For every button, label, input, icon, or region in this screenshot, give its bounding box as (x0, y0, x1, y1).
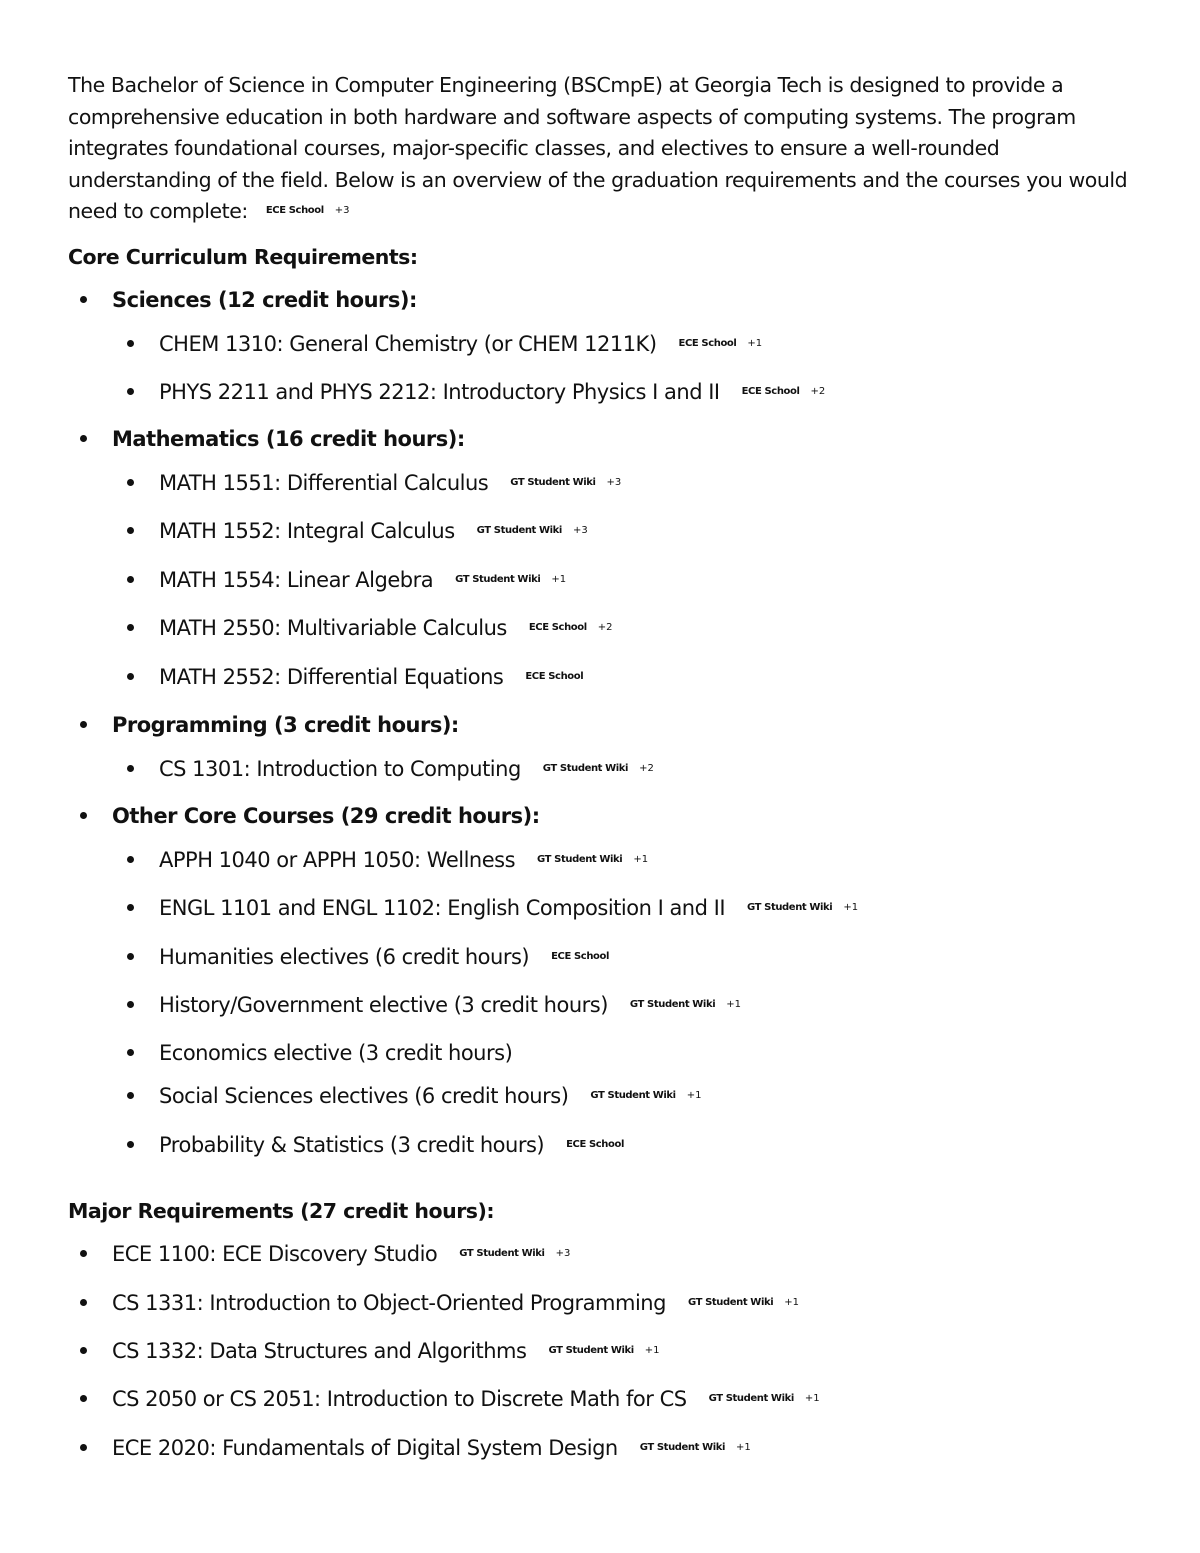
list-item (127, 468, 621, 499)
more-sources[interactable]: +1 (736, 1442, 751, 1453)
course-text: CS 1301: Introduction to Computing (159, 757, 521, 781)
more-sources[interactable]: +3 (572, 525, 588, 536)
course-text: CS 1331: Introduction to Object-Oriented Programming (112, 1291, 666, 1315)
more-sources[interactable]: +1 (726, 999, 741, 1010)
more-sources[interactable]: +2 (810, 386, 826, 397)
course-text: MATH 1552: Integral Calculus (159, 519, 455, 543)
course-text: CS 1332: Data Structures and Algorithms (112, 1339, 527, 1363)
course-text: MATH 1554: Linear Algebra (159, 568, 434, 592)
source-chip[interactable]: ECE School (678, 338, 737, 349)
list-item (127, 1081, 701, 1112)
bullet (127, 527, 134, 534)
bullet (127, 388, 134, 395)
bullet (127, 479, 134, 486)
source-chip[interactable]: GT Student Wiki (510, 477, 596, 488)
course-text: Economics elective (3 credit hours) (159, 1041, 513, 1065)
bullet (127, 765, 134, 772)
more-sources[interactable]: +2 (639, 763, 654, 774)
source-chip[interactable]: GT Student Wiki (476, 525, 562, 536)
list-item (127, 893, 858, 924)
bullet (80, 1395, 87, 1402)
bullet (80, 435, 87, 442)
source-chip[interactable]: GT Student Wiki (459, 1248, 545, 1259)
source-chip[interactable]: GT Student Wiki (687, 1297, 774, 1308)
list-item (127, 516, 588, 547)
more-sources[interactable]: +1 (633, 854, 649, 865)
more-sources[interactable]: +3 (334, 205, 350, 217)
source-chip[interactable]: GT Student Wiki (537, 854, 623, 865)
bullet (127, 856, 134, 863)
more-sources[interactable]: +3 (555, 1248, 571, 1259)
source-chip[interactable]: ECE School (265, 205, 324, 217)
more-sources[interactable]: +1 (551, 574, 567, 585)
list-item (127, 662, 583, 693)
list-item (127, 1038, 512, 1068)
bullet (80, 812, 87, 819)
category-label: Mathematics (16 credit hours): (112, 427, 465, 451)
bullet (80, 1250, 87, 1257)
list-item (127, 942, 609, 973)
category-label: Other Core Courses (29 credit hours): (112, 804, 540, 828)
course-text: CS 2050 or CS 2051: Introduction to Discrete Math for CS (112, 1387, 687, 1411)
list-item (127, 754, 654, 785)
more-sources[interactable]: +1 (747, 338, 763, 349)
source-chip[interactable]: ECE School (525, 671, 584, 682)
more-sources[interactable]: +1 (644, 1345, 660, 1356)
source-chip[interactable]: ECE School (528, 622, 587, 633)
list-item (80, 1384, 820, 1415)
source-chip[interactable]: ECE School (551, 951, 610, 962)
more-sources[interactable]: +2 (597, 622, 613, 633)
source-chip[interactable]: GT Student Wiki (629, 999, 716, 1010)
course-text: History/Government elective (3 credit hours) (159, 993, 608, 1017)
intro-text: The Bachelor of Science in Computer Engineering (BSCmpE) at Georgia Tech is designed to provide a comprehensive education in both hardware and software aspects of computing systems. The program integrates foundational courses, major-specific classes, and electives to ensure a well-rounded understanding of the field. Below is an overview of the graduation requirements and the courses you would need to complete: (68, 73, 1128, 223)
list-item (127, 613, 613, 644)
bullet (127, 1141, 134, 1148)
more-sources[interactable]: +1 (686, 1090, 702, 1101)
course-text: Humanities electives (6 credit hours) (159, 945, 530, 969)
source-chip[interactable]: GT Student Wiki (455, 574, 541, 585)
course-text: PHYS 2211 and PHYS 2212: Introductory Physics I and II (159, 380, 720, 404)
list-item (127, 990, 741, 1021)
bullet (127, 340, 134, 347)
list-item (80, 1433, 751, 1464)
bullet (80, 1299, 87, 1306)
course-text: CHEM 1310: General Chemistry (or CHEM 1211K) (159, 332, 657, 356)
source-chip[interactable]: ECE School (566, 1139, 624, 1150)
list-item-mathematics (80, 424, 465, 454)
bullet (80, 296, 87, 303)
bullet (127, 1049, 134, 1056)
bullet (127, 576, 134, 583)
list-item (80, 1239, 570, 1270)
source-chip[interactable]: ECE School (741, 386, 800, 397)
bullet (127, 673, 134, 680)
bullet (127, 1092, 134, 1099)
major-heading: Major Requirements (27 credit hours): (68, 1199, 495, 1223)
course-text: Probability & Statistics (3 credit hours) (159, 1133, 545, 1157)
category-label: Sciences (12 credit hours): (112, 288, 417, 312)
course-text: MATH 2552: Differential Equations (159, 665, 504, 689)
course-text: ECE 1100: ECE Discovery Studio (112, 1242, 438, 1266)
list-item-other-core (80, 801, 540, 831)
list-item-sciences (80, 285, 417, 315)
more-sources[interactable]: +3 (606, 477, 622, 488)
source-chip[interactable]: GT Student Wiki (708, 1393, 794, 1404)
bullet (80, 721, 87, 728)
course-text: ECE 2020: Fundamentals of Digital System Design (112, 1436, 618, 1460)
list-item (127, 565, 566, 596)
list-item (127, 1130, 624, 1161)
course-text: MATH 1551: Differential Calculus (159, 471, 489, 495)
source-chip[interactable]: GT Student Wiki (639, 1442, 726, 1453)
bullet (127, 953, 134, 960)
more-sources[interactable]: +1 (804, 1393, 820, 1404)
course-text: ENGL 1101 and ENGL 1102: English Composition I and II (159, 896, 726, 920)
course-text: MATH 2550: Multivariable Calculus (159, 616, 507, 640)
bullet (80, 1444, 87, 1451)
more-sources[interactable]: +1 (784, 1297, 799, 1308)
list-item-programming (80, 710, 459, 740)
list-item (80, 1288, 799, 1319)
list-item (80, 1336, 660, 1367)
bullet (127, 1001, 134, 1008)
source-chip[interactable]: GT Student Wiki (548, 1345, 634, 1356)
course-text: APPH 1040 or APPH 1050: Wellness (159, 848, 516, 872)
source-chip[interactable]: GT Student Wiki (747, 902, 833, 913)
more-sources[interactable]: +1 (843, 902, 859, 913)
list-item (127, 845, 648, 876)
source-chip[interactable]: GT Student Wiki (542, 763, 629, 774)
bullet (80, 1347, 87, 1354)
bullet (127, 904, 134, 911)
category-label: Programming (3 credit hours): (112, 713, 459, 737)
source-chip[interactable]: GT Student Wiki (590, 1090, 676, 1101)
bullet (127, 624, 134, 631)
core-heading: Core Curriculum Requirements: (68, 245, 418, 269)
course-text: Social Sciences electives (6 credit hours) (159, 1084, 569, 1108)
list-item (127, 329, 762, 360)
intro-paragraph (68, 70, 1148, 228)
list-item (127, 377, 825, 408)
